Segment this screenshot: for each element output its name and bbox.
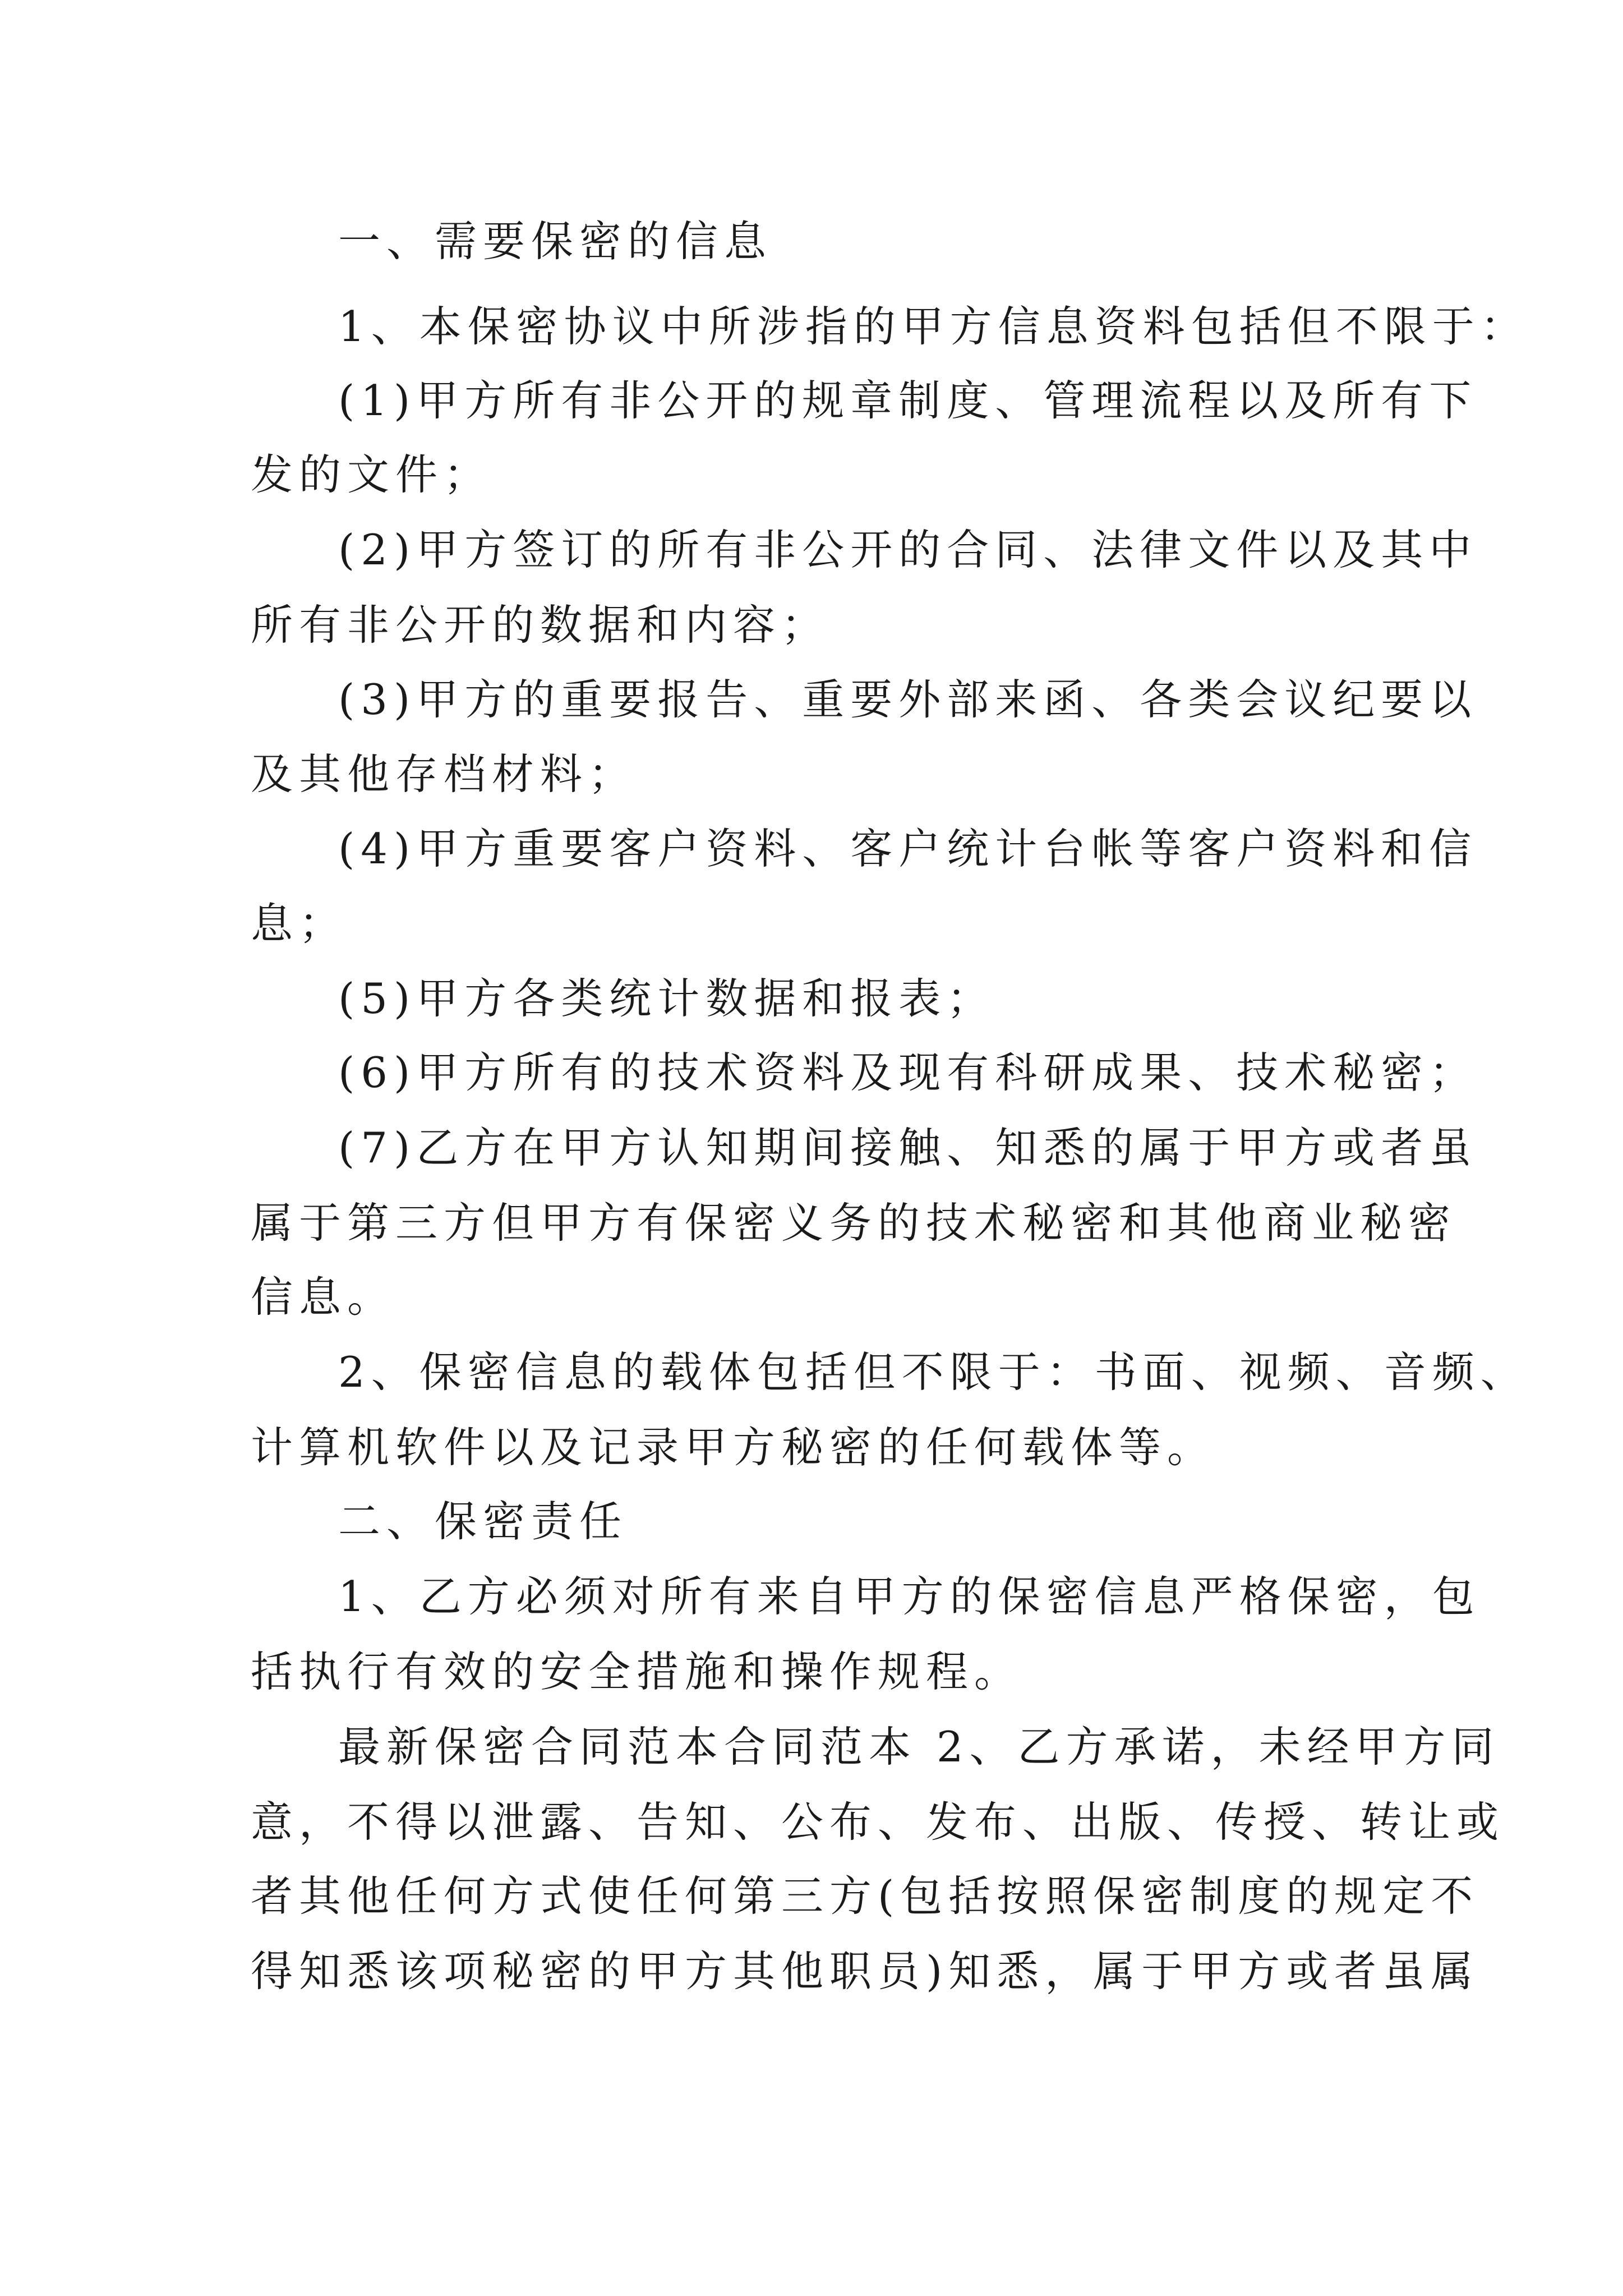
list-item-line: 信息。: [251, 1272, 396, 1322]
list-item-line: (5)甲方各类统计数据和报表；: [338, 974, 995, 1023]
list-item-line: (4)甲方重要客户资料、客户统计台帐等客户资料和信: [338, 824, 1478, 873]
paragraph-line: 2、保密信息的载体包括但不限于：书面、视频、音频、: [338, 1347, 1529, 1397]
list-item-line: 所有非公开的数据和内容；: [251, 600, 830, 650]
paragraph-line: 最新保密合同范本合同范本 2、乙方承诺，未经甲方同: [338, 1722, 1500, 1772]
list-item-line: (7)乙方在甲方认知期间接触、知悉的属于甲方或者虽: [338, 1123, 1478, 1172]
list-item-line: (6)甲方所有的技术资料及现有科研成果、技术秘密；: [338, 1048, 1478, 1097]
paragraph-line: 意，不得以泄露、告知、公布、发布、出版、传授、转让或: [251, 1797, 1505, 1847]
paragraph-line: 1、本保密协议中所涉指的甲方信息资料包括但不限于：: [338, 302, 1529, 351]
section-heading: 一、需要保密的信息: [338, 217, 773, 266]
list-item-line: 属于第三方但甲方有保密义务的技术秘密和其他商业秘密: [251, 1198, 1457, 1248]
list-item-line: 发的文件；: [251, 450, 492, 499]
paragraph-line: 计算机软件以及记录甲方秘密的任何载体等。: [251, 1423, 1216, 1472]
paragraph-line: 1、乙方必须对所有来自甲方的保密信息严格保密，包: [338, 1572, 1481, 1621]
paragraph-line: 者其他任何方式使任何第三方(包括按照保密制度的规定不: [251, 1871, 1479, 1921]
paragraph-line: 得知悉该项秘密的甲方其他职员)知悉，属于甲方或者虽属: [251, 1947, 1479, 1996]
list-item-line: 息；: [251, 899, 348, 948]
list-item-line: (1)甲方所有非公开的规章制度、管理流程以及所有下: [338, 376, 1478, 425]
section-heading: 二、保密责任: [338, 1497, 628, 1546]
list-item-line: 及其他存档材料；: [251, 749, 637, 799]
paragraph-line: 括执行有效的安全措施和操作规程。: [251, 1647, 1023, 1696]
list-item-line: (3)甲方的重要报告、重要外部来函、各类会议纪要以: [338, 675, 1478, 724]
list-item-line: (2)甲方签订的所有非公开的合同、法律文件以及其中: [338, 525, 1478, 574]
